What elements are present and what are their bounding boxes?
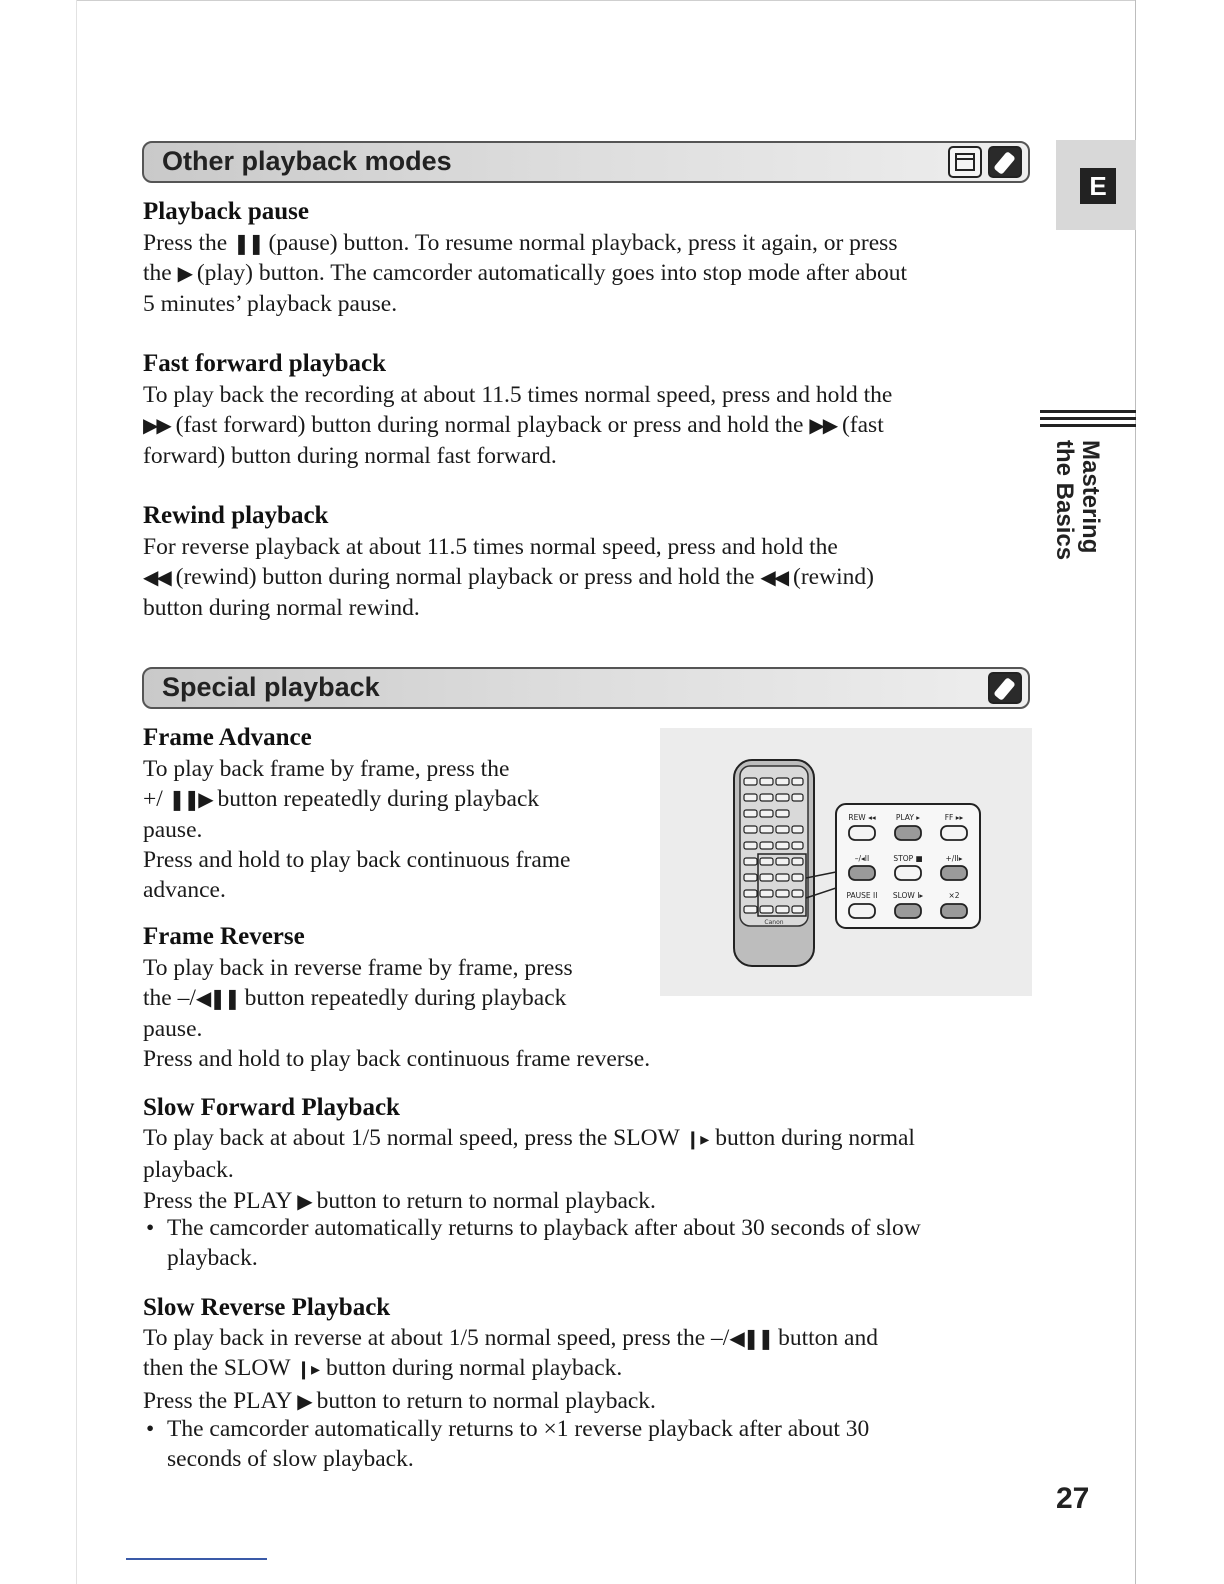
remote-brand: Canon — [764, 919, 784, 926]
heading-fast-forward: Fast forward playback — [143, 350, 387, 377]
page-edge-left — [76, 0, 77, 1584]
section-title: Other playback modes — [162, 146, 452, 176]
chapter-letter: E — [1080, 168, 1116, 204]
label-stop: STOP ■ — [893, 854, 923, 863]
cassette-icon — [988, 146, 1022, 178]
slow-icon: ❙▸ — [295, 1359, 321, 1381]
heading-frame-reverse: Frame Reverse — [143, 923, 305, 950]
frame-advance-icon: ❚❚▶ — [168, 787, 212, 812]
bullet: • — [146, 1215, 155, 1241]
pause-icon: ❚❚ — [233, 231, 263, 255]
frame-reverse-icon: ◀❚❚ — [195, 986, 239, 1011]
heading-rewind: Rewind playback — [143, 502, 329, 529]
slow-reverse-note: The camcorder automatically returns to ×1 reverse playback after about 30 seconds of slow playback. — [167, 1416, 870, 1473]
chapter-marker-lines — [1040, 410, 1136, 431]
section-header-other-playback — [142, 141, 1030, 183]
heading-playback-pause: Playback pause — [143, 198, 310, 225]
memory-card-icon — [948, 146, 982, 178]
label-pause: PAUSE II — [846, 891, 878, 900]
play-icon: ▶ — [177, 261, 191, 286]
pause-paragraph: Press the ❚❚ (pause) button. To resume normal playback, press it again, or press the ▶ (play) button. The camcorder automatically goes into stop mode after about 5 minutes’ playback pause. — [143, 230, 908, 317]
heading-slow-reverse: Slow Reverse Playback — [143, 1294, 391, 1321]
slow-forward-note: The camcorder automatically returns to playback after about 30 seconds of slow playback. — [167, 1215, 921, 1272]
ff-paragraph: To play back the recording at about 11.5 times normal speed, press and hold the ▶▶ (fast forward) button during normal playback or press and hold the ▶▶ (fast forward) button during normal fast forward. — [143, 382, 893, 469]
remote-control-drawing — [660, 728, 1032, 996]
label-ff: FF ▸▸ — [944, 813, 964, 822]
page-number: 27 — [1056, 1482, 1090, 1515]
rewind-icon: ◀◀ — [760, 565, 788, 590]
label-play: PLAY ▸ — [895, 813, 921, 822]
frame-reverse-paragraph: To play back in reverse frame by frame, press the –/◀❚❚ button repeatedly during playback pause. Press and hold to play back continuous frame reverse. — [143, 955, 651, 1072]
play-icon: ▶ — [297, 1388, 311, 1413]
rewind-icon: ◀◀ — [143, 565, 170, 590]
fast-forward-icon: ▶▶ — [809, 413, 837, 438]
frame-reverse-icon: ◀❚❚ — [729, 1326, 773, 1350]
page-edge-right — [1135, 0, 1136, 1584]
label-slow: SLOW I▸ — [892, 891, 924, 900]
label-frame-advance: +/II▸ — [945, 854, 963, 863]
chapter-label — [1050, 440, 1110, 560]
cassette-icon — [988, 672, 1022, 704]
label-rew: REW ◂◂ — [848, 813, 876, 822]
rewind-paragraph: For reverse playback at about 11.5 times normal speed, press and hold the ◀◀ (rewind) button during normal playback or press and hold the ◀◀ (rewind) button during normal rewind. — [143, 534, 874, 621]
slow-icon: ❙▸ — [685, 1129, 710, 1150]
label-frame-reverse: –/◂II — [854, 854, 870, 863]
chapter-label-line1: Mastering — [1077, 440, 1104, 554]
section-header-special-playback — [142, 667, 1030, 709]
heading-frame-advance: Frame Advance — [143, 724, 312, 751]
footer-rule — [126, 1558, 267, 1560]
bullet: • — [146, 1416, 155, 1442]
section-title: Special playback — [162, 672, 380, 702]
slow-forward-paragraph: To play back at about 1/5 normal speed, press the SLOW ❙▸ button during normal playback. Press the PLAY ▶ button to return to normal playback. — [143, 1125, 915, 1214]
heading-slow-forward: Slow Forward Playback — [143, 1094, 400, 1121]
fast-forward-icon: ▶▶ — [143, 413, 170, 438]
slow-reverse-paragraph: To play back in reverse at about 1/5 normal speed, press the –/◀❚❚ button and then the SLOW ❙▸ button during normal playback. Press the PLAY ▶ button to return to normal playback. — [143, 1325, 878, 1414]
frame-advance-paragraph: To play back frame by frame, press the +/ ❚❚▶ button repeatedly during playback pause. Press and hold to play back continuous frame advance. — [143, 756, 571, 904]
label-x2: ×2 — [948, 891, 960, 900]
page-edge-top — [76, 0, 1136, 1]
remote-control-illustration — [660, 728, 1032, 996]
chapter-label-line2: the Basics — [1051, 440, 1078, 561]
play-icon: ▶ — [297, 1188, 311, 1213]
